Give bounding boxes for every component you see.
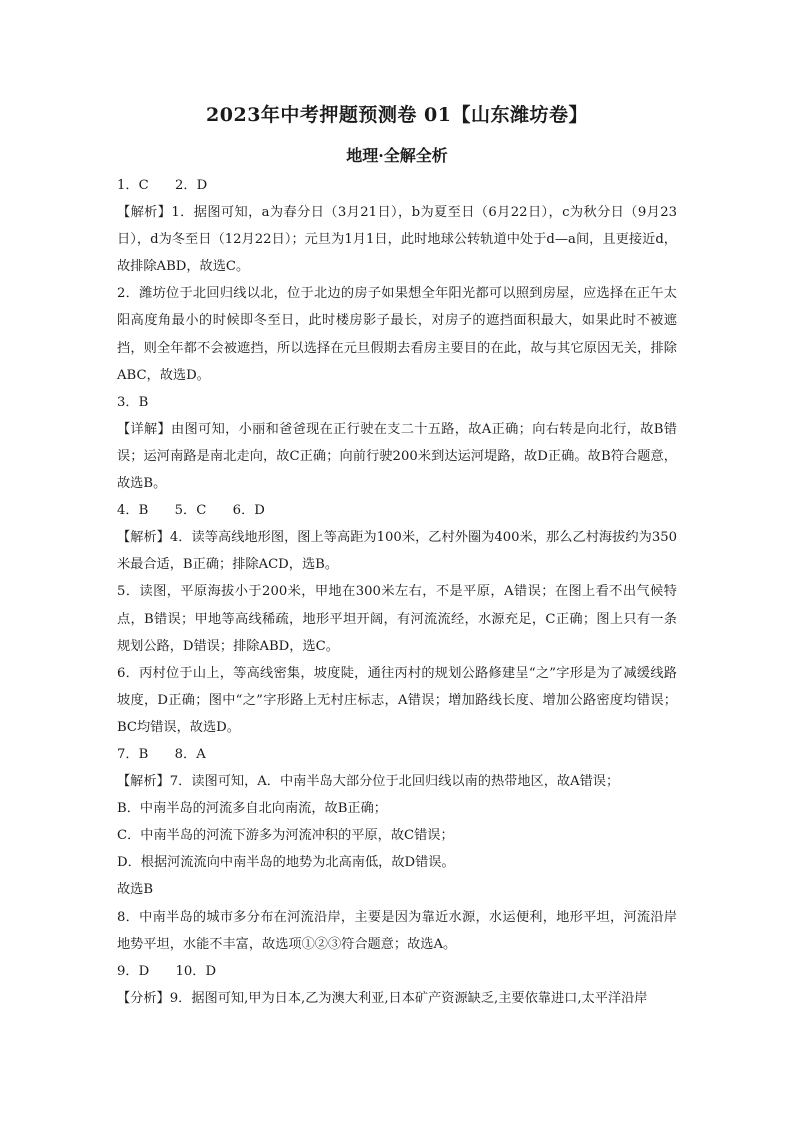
analysis-q7-option-c: C．中南半岛的河流下游多为河流冲积的平原，故C错误； bbox=[117, 828, 454, 844]
analysis-q7-option-a: 【解析】7．读图可知，A．中南半岛大部分位于北回归线以南的热带地区，故A错误； bbox=[117, 774, 620, 790]
answer-line-1-2: 1．C 2．D bbox=[117, 178, 208, 193]
answer-line-4-6: 4．B 5．C 6．D bbox=[117, 503, 265, 519]
document-body bbox=[117, 172, 677, 1012]
analysis-q1: 【解析】1．据图可知，a为春分日（3月21日），b为夏至日（6月22日），c为秋分日（9月23日），d为冬至日（12月22日）；元旦为1月1日，此时地球公转轨道中处于d—a间，且更接近d，故排除ABD，故选C。 bbox=[117, 205, 677, 275]
document-subtitle: 地理·全解全析 bbox=[346, 146, 448, 165]
answer-line-9-10: 9．D 10．D bbox=[117, 963, 217, 979]
analysis-q9: 【分析】9．据图可知,甲为日本,乙为澳大利亚,日本矿产资源缺乏,主要依靠进口,太平洋沿岸 bbox=[117, 990, 648, 1006]
analysis-q6: 6．丙村位于山上，等高线密集，坡度陡，通往丙村的规划公路修建呈“之”字形是为了减缓线路坡度，D正确；图中“之”字形路上无村庄标志，A错误；增加路线长度、增加公路密度均错误；BC均错误，故选D。 bbox=[117, 665, 677, 735]
explanation-q3: 【详解】由图可知，小丽和爸爸现在正行驶在支二十五路，故A正确；向右转是向北行，故B错误；运河南路是南北走向，故C正确；向前行驶200米到达运河堤路，故D正确。故B符合题意，故选B。 bbox=[117, 421, 677, 492]
analysis-q8: 8．中南半岛的城市多分布在河流沿岸，主要是因为靠近水源，水运便利，地形平坦，河流沿岸地势平坦，水能不丰富，故选项①②③符合题意；故选A。 bbox=[117, 909, 677, 952]
document-title: 2023年中考押题预测卷 01【山东潍坊卷】 bbox=[206, 104, 588, 126]
analysis-q7-conclusion: 故选B bbox=[117, 882, 154, 898]
analysis-q4: 【解析】4．读等高线地形图，图上等高距为100米，乙村外圈为400米，那么乙村海拔约为350米最合适，B正确；排除ACD，选B。 bbox=[117, 530, 677, 573]
answer-line-7-8: 7．B 8．A bbox=[117, 746, 206, 762]
analysis-q7-option-b: B．中南半岛的河流多自北向南流，故B正确； bbox=[117, 801, 387, 817]
analysis-q5: 5．读图，平原海拔小于200米，甲地在300米左右，不是平原，A错误；在图上看不出气候特点，B错误；甲地等高线稀疏，地形平坦开阔，有河流流经，水源充足，C正确；图上只有一条规划公路，D错误；排除ABD，选C。 bbox=[117, 584, 677, 654]
answer-line-3: 3．B bbox=[117, 394, 149, 410]
analysis-q2: 2．潍坊位于北回归线以北，位于北边的房子如果想全年阳光都可以照到房屋，应选择在正午太阳高度角最小的时候即冬至日，此时楼房影子最长，对房子的遮挡面积最大，如果此时不被遮挡，则全年都不会被遮挡，所以选择在元旦假期去看房主要目的在此，故与其它原因无关，排除ABC，故选D。 bbox=[117, 286, 677, 383]
analysis-q7-option-d: D．根据河流流向中南半岛的地势为北高南低，故D错误。 bbox=[117, 855, 455, 871]
